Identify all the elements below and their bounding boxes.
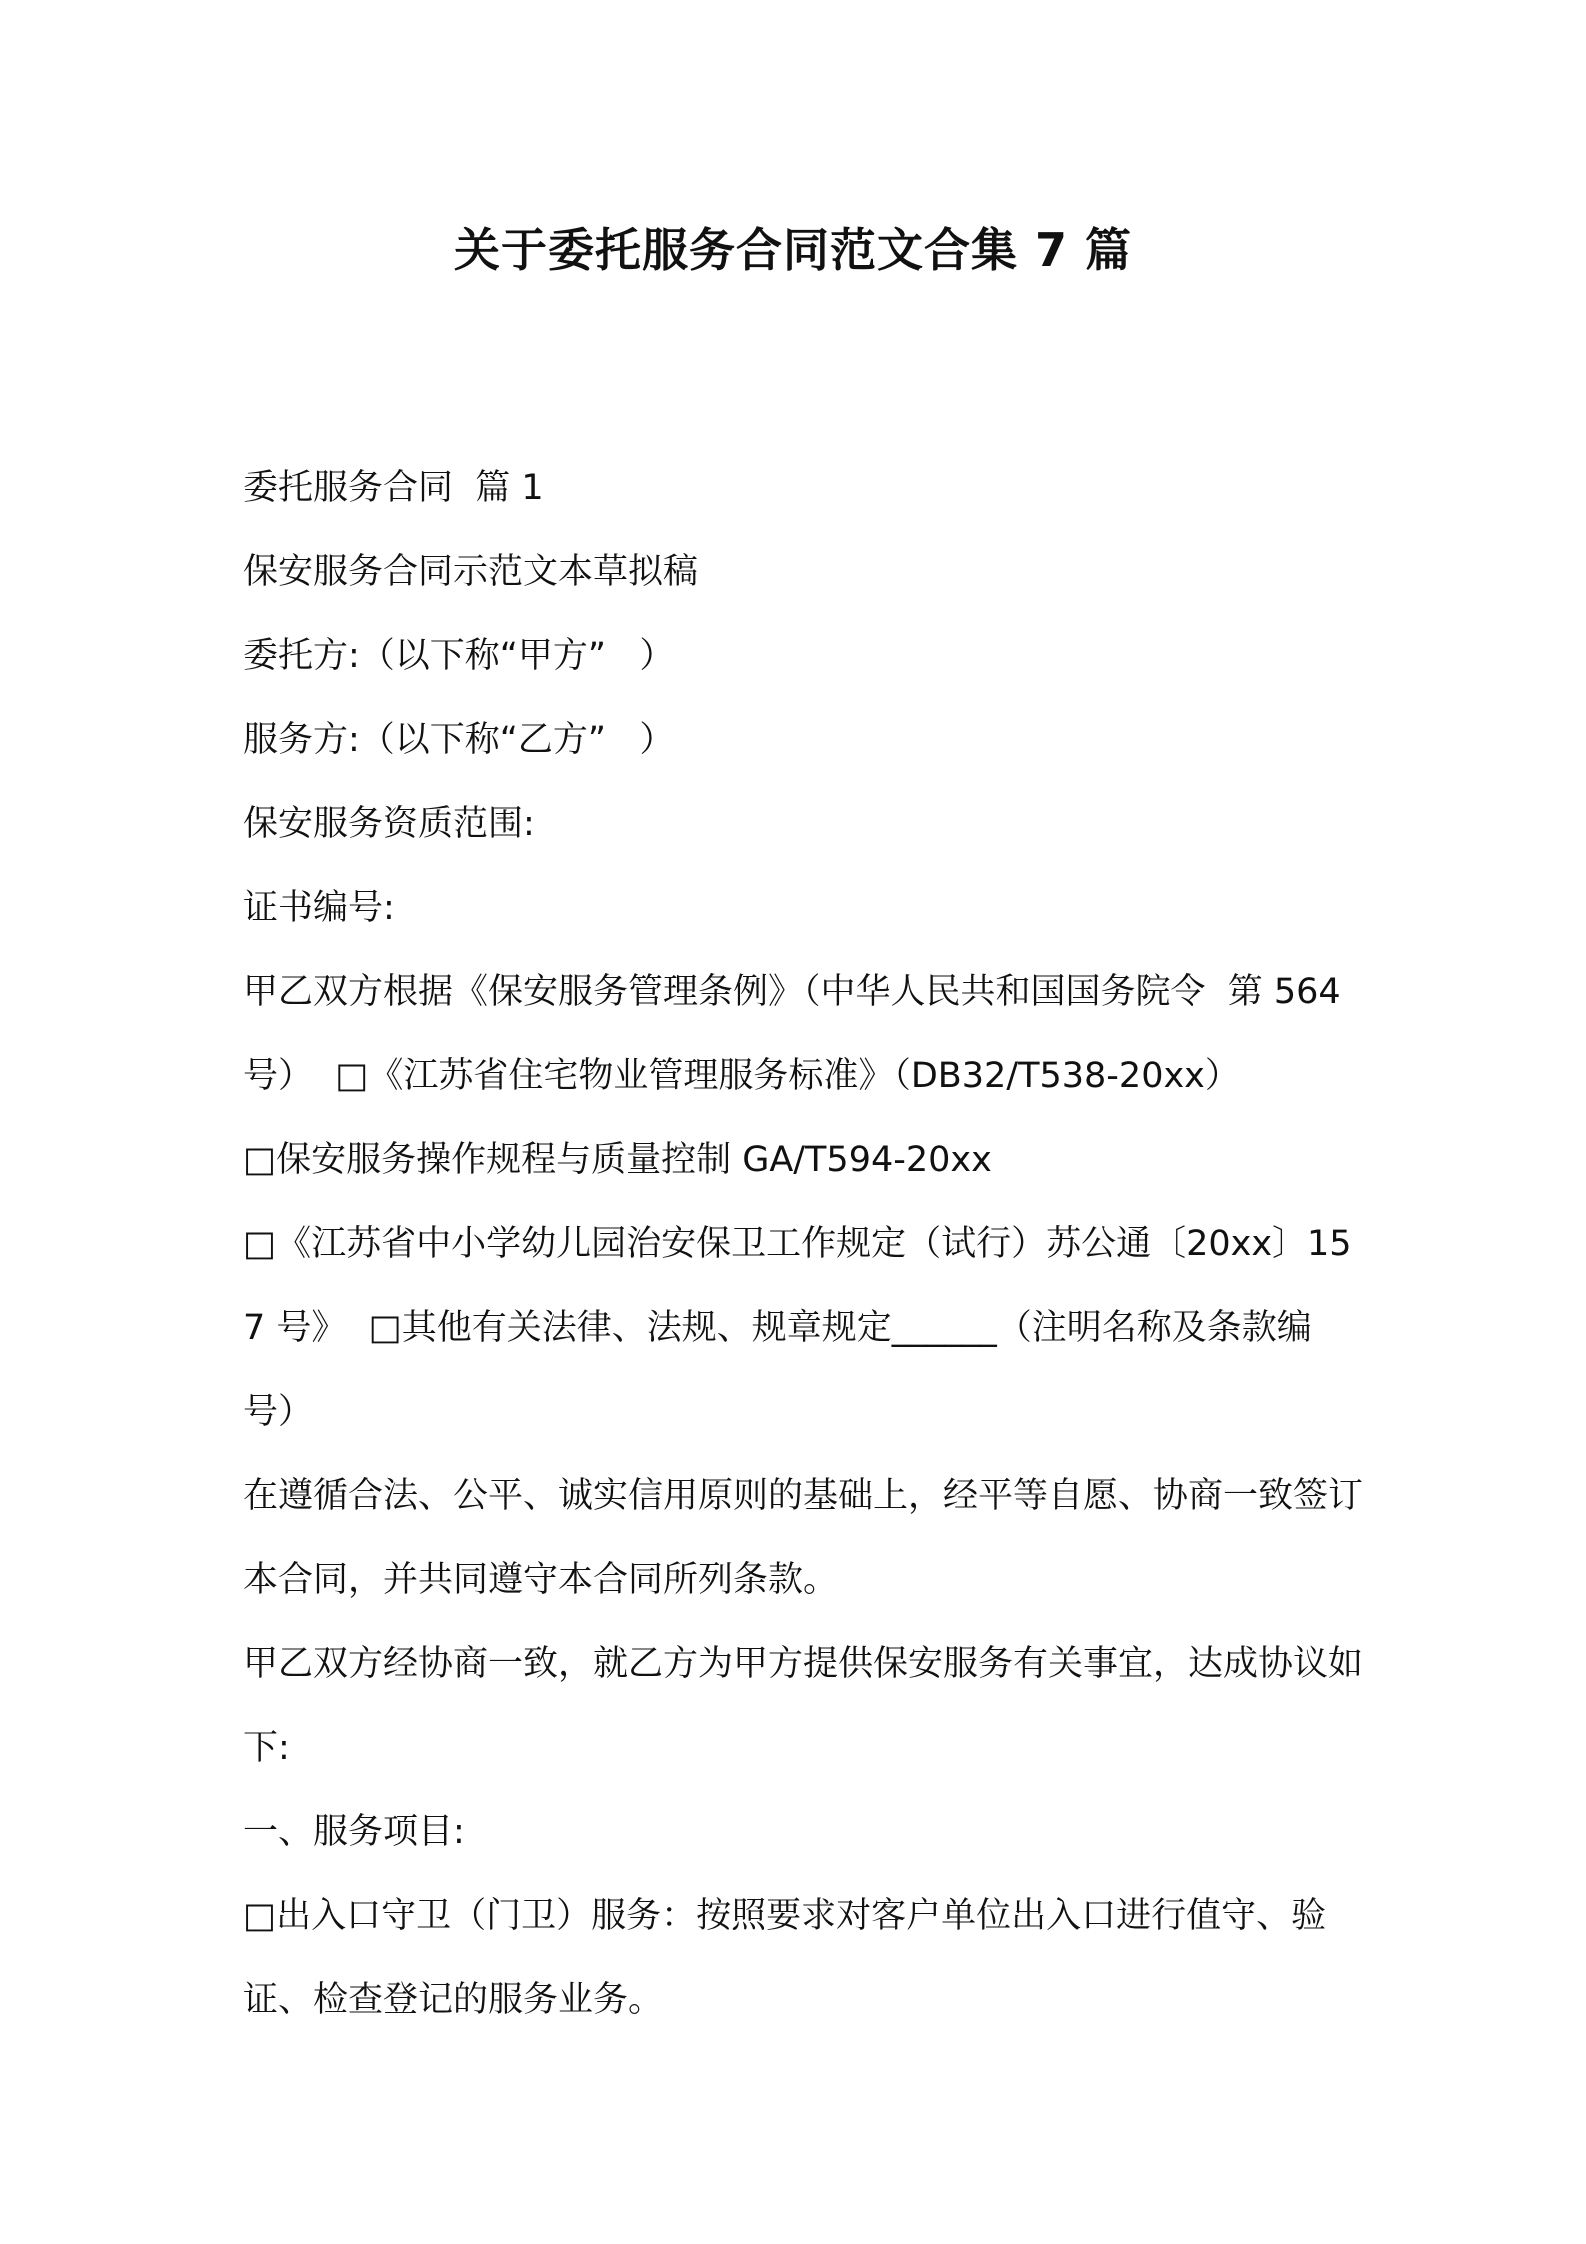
paragraph: 甲乙双方经协商一致，就乙方为甲方提供保安服务有关事宜，达成协议如下: [243, 1644, 1364, 1768]
paragraph: 委托方:（以下称“甲方” ） [243, 636, 675, 676]
paragraph: □《江苏省中小学幼儿园治安保卫工作规定（试行）苏公通〔20xx〕157 号》 □其他有关法律、法规、规章规定______（注明名称及条款编号） [243, 1224, 1352, 1432]
paragraph: □出入口守卫（门卫）服务：按照要求对客户单位出入口进行值守、验证、检查登记的服务业务。 [243, 1896, 1327, 2020]
paragraph: 甲乙双方根据《保安服务管理条例》（中华人民共和国国务院令 第 564 号） □《江苏省住宅物业管理服务标准》（DB32/T538-20xx） [243, 972, 1352, 1096]
document-body [243, 446, 1363, 2042]
paragraph: 一、服务项目: [243, 1812, 465, 1852]
paragraph: □保安服务操作规程与质量控制 GA/T594-20xx [243, 1140, 992, 1180]
paragraph: 委托服务合同 篇 1 [243, 468, 544, 508]
paragraph: 保安服务合同示范文本草拟稿 [243, 552, 699, 592]
paragraph: 保安服务资质范围: [243, 804, 535, 844]
paragraph: 服务方:（以下称“乙方” ） [243, 720, 675, 760]
document-title: 关于委托服务合同范文合集 7 篇 [453, 223, 1133, 277]
paragraph: 在遵循合法、公平、诚实信用原则的基础上，经平等自愿、协商一致签订本合同，并共同遵守本合同所列条款。 [243, 1476, 1364, 1600]
paragraph: 证书编号: [243, 888, 395, 928]
